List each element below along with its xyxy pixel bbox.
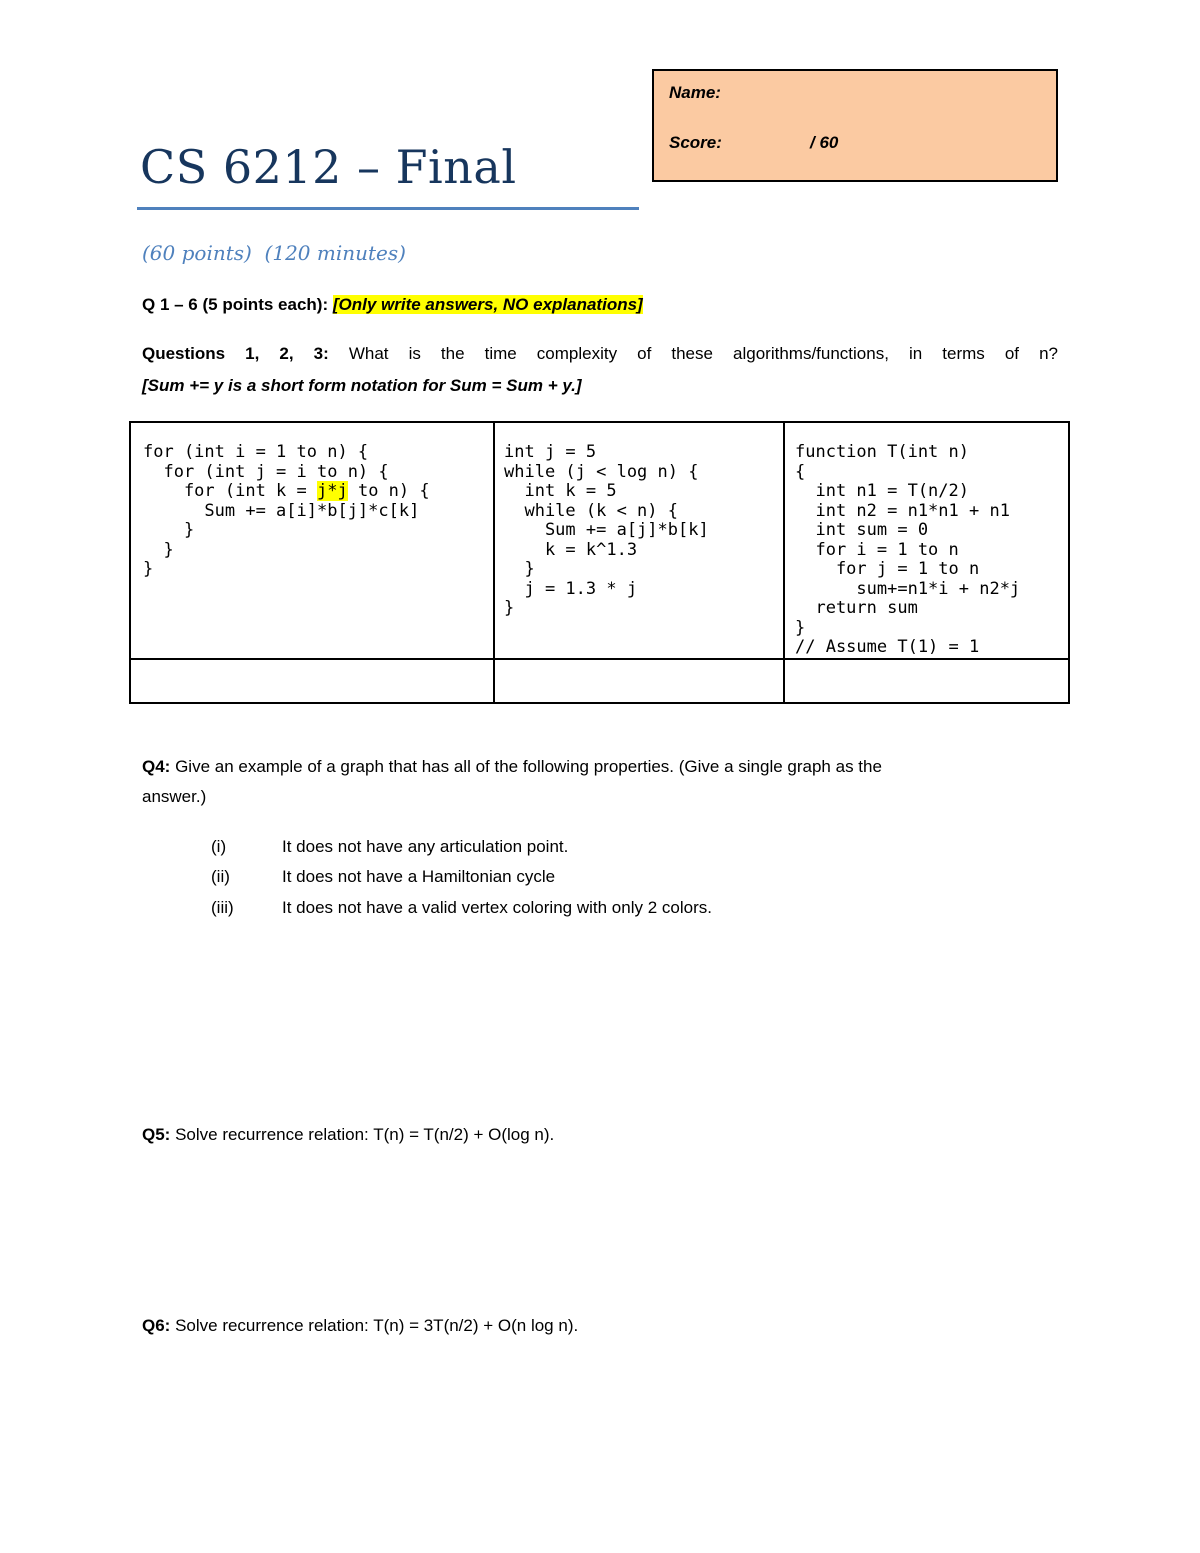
- q3-answer-cell[interactable]: [784, 659, 1069, 703]
- exam-title: CS 6212 – Final: [140, 140, 517, 194]
- q4-item-num: (iii): [211, 898, 234, 917]
- q123-hint: [Sum += y is a short form notation for Sum = Sum + y.]: [142, 376, 582, 395]
- q4-item-text: It does not have any articulation point.: [282, 837, 569, 856]
- question-range: Q 1 – 6 (5 points each):: [142, 295, 329, 314]
- q3-code: function T(int n) { int n1 = T(n/2) int n2 = n1*n1 + n1 int sum = 0 for i = 1 to n for j = 1 to n sum+=n1*i + n2*j return sum } // Assume T(1) = 1: [795, 442, 1021, 657]
- q2-answer-cell[interactable]: [494, 659, 784, 703]
- q1-code-part2: to n) { Sum += a[i]*b[j]*c[k] } } }: [143, 481, 430, 579]
- score-label: Score:: [669, 133, 722, 152]
- q1-answer-cell[interactable]: [130, 659, 494, 703]
- q2-code: int j = 5 while (j < log n) { int k = 5 while (k < n) { Sum += a[j]*b[k] k = k^1.3 } j = 1.3 * j }: [504, 442, 709, 618]
- q6-prompt: [142, 1316, 578, 1336]
- q3-code-cell: [784, 422, 1069, 659]
- q4-prompt: [142, 757, 882, 777]
- q5-prompt: [142, 1125, 554, 1145]
- q4-label: Q4:: [142, 757, 171, 776]
- q1-code: [131, 423, 493, 580]
- q5-label: Q5:: [142, 1125, 171, 1144]
- q6-label: Q6:: [142, 1316, 171, 1335]
- q1-code-part1: for (int i = 1 to n) { for (int j = i to n) { for (int k =: [143, 442, 389, 501]
- q123-text: What is the time complexity of these algorithms/functions, in terms of n?: [348, 344, 1058, 363]
- q6-text: Solve recurrence relation: T(n) = 3T(n/2) + O(n log n).: [170, 1316, 579, 1335]
- q4-item-text: It does not have a valid vertex coloring with only 2 colors.: [282, 898, 712, 917]
- q4-item-num: (i): [211, 837, 227, 856]
- q4-item-text: It does not have a Hamiltonian cycle: [282, 867, 556, 886]
- q123-label: Questions 1, 2, 3:: [142, 344, 329, 363]
- q5-text: Solve recurrence relation: T(n) = T(n/2) + O(log n).: [170, 1125, 555, 1144]
- q1-code-cell: [130, 422, 494, 659]
- q4-text-cont: answer.): [142, 787, 207, 806]
- q4-item-num: (ii): [211, 867, 230, 886]
- name-score-box: [652, 69, 1058, 182]
- score-total: / 60: [810, 133, 839, 152]
- code-table: [129, 421, 1070, 704]
- q1-code-highlight: j*j: [317, 481, 348, 501]
- q2-code-cell: [494, 422, 784, 659]
- name-label: Name:: [669, 83, 721, 102]
- answer-only-note: [Only write answers, NO explanations]: [332, 295, 643, 314]
- q4-text: Give an example of a graph that has all of the following properties. (Give a single graph as the: [170, 757, 882, 776]
- q123-prompt: [142, 344, 1058, 364]
- points-instruction: [142, 295, 643, 315]
- title-underline: [137, 207, 639, 210]
- exam-subtitle: (60 points) (120 minutes): [142, 241, 406, 265]
